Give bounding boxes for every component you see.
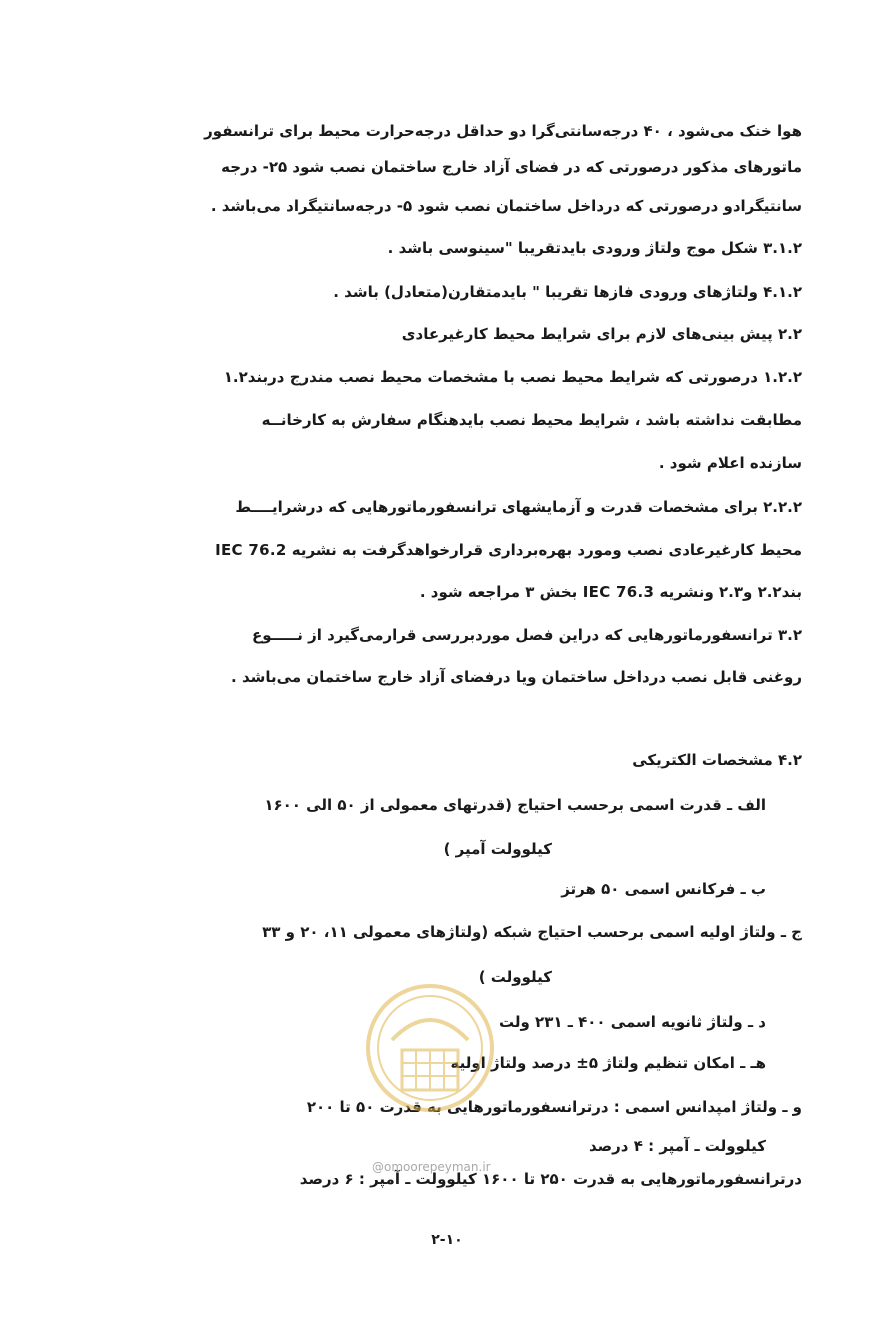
watermark-text: @omoorepeyman.ir <box>372 1160 491 1174</box>
item-he: هـ ـ امکان تنظیم ولتاژ ۵± درصد ولتاژ اولیه <box>450 1054 766 1072</box>
text-line-14: روغنی قابل نصب درداخل ساختمان ویا درفضای آزاد خارج ساختمان می‌باشد . <box>231 668 802 686</box>
item-vav-line2: درترانسفورماتورهایی به قدرت ۲۵۰ تا ۱۶۰۰ کیلوولت ـ آمپر : ۶ درصد <box>299 1170 802 1188</box>
heading-2-2: ۲.۲ پیش بینی‌های لازم برای شرایط محیط کارغیرعادی <box>401 325 802 343</box>
text-line-3: سانتیگرادو درصورتی که درداخل ساختمان نصب شود ۵- درجه‌سانتیگراد می‌باشد . <box>210 197 802 215</box>
clause-3-1-2: ۳.۱.۲ شکل موج ولتاژ ورودی بایدتقریبا "سینوسی باشد . <box>387 239 802 257</box>
item-jim-cont: کیلوولت ) <box>478 968 552 986</box>
item-be: ب ـ فرکانس اسمی ۵۰ هرتز <box>561 880 766 898</box>
text-line-9: سازنده اعلام شود . <box>658 454 802 472</box>
clause-4-1-2: ۴.۱.۲ ولتاژهای ورودی فازها تقریبا " بایدمتقارن(متعادل) باشد . <box>333 283 802 301</box>
page-number: ۲-۱۰ <box>431 1232 463 1248</box>
item-dal: د ـ ولتاژ ثانویه اسمی ۴۰۰ ـ ۲۳۱ ولت <box>498 1013 766 1031</box>
text-line-12: بند۲.۲ و۲.۳ ونشریه IEC 76.3 بخش ۳ مراجعه شود . <box>419 583 802 601</box>
clause-3-2: ۳.۲ ترانسفورماتورهایی که دراین فصل موردبررسی قرارمی‌گیرد از نـــــوع <box>252 626 802 644</box>
item-vav-cont: کیلوولت ـ آمپر : ۴ درصد <box>589 1137 766 1155</box>
item-alef-cont: کیلوولت آمپر ) <box>443 840 552 858</box>
item-vav: و ـ ولتاژ امپدانس اسمی : درترانسفورماتورهایی به قدرت ۵۰ تا ۲۰۰ <box>306 1098 802 1116</box>
heading-4-2: ۴.۲ مشخصات الکتریکی <box>632 751 802 769</box>
text-line-2: ماتورهای مذکور درصورتی که در فضای آزاد خارج ساختمان نصب شود ۲۵- درجه <box>221 158 802 176</box>
watermark-logo-icon <box>362 980 498 1116</box>
clause-1-2-2: ۱.۲.۲ درصورتی که شرایط محیط نصب با مشخصات محیط نصب مندرج دربند۱.۲ <box>223 368 802 386</box>
text-line-11: محیط کارغیرعادی نصب ومورد بهره‌برداری قرارخواهدگرفت به نشریه IEC 76.2 <box>215 541 802 559</box>
item-alef: الف ـ قدرت اسمی برحسب احتیاج (قدرتهای معمولی از ۵۰ الی ۱۶۰۰ <box>264 796 766 814</box>
item-jim: ج ـ ولتاژ اولیه اسمی برحسب احتیاج شبکه (ولتاژهای معمولی ۱۱، ۲۰ و ۳۳ <box>262 923 802 941</box>
text-line-1: هوا خنک می‌شود ، ۴۰ درجه‌سانتی‌گرا دو حداقل درجه‌حرارت محیط برای ترانسفور <box>204 122 802 140</box>
clause-2-2-2: ۲.۲.۲ برای مشخصات قدرت و آزمایشهای ترانسفورماتورهایی که درشرایــــط <box>235 498 802 516</box>
text-line-8: مطابقت نداشته باشد ، شرایط محیط نصب بایدهنگام سفارش به کارخانــه <box>261 411 802 429</box>
